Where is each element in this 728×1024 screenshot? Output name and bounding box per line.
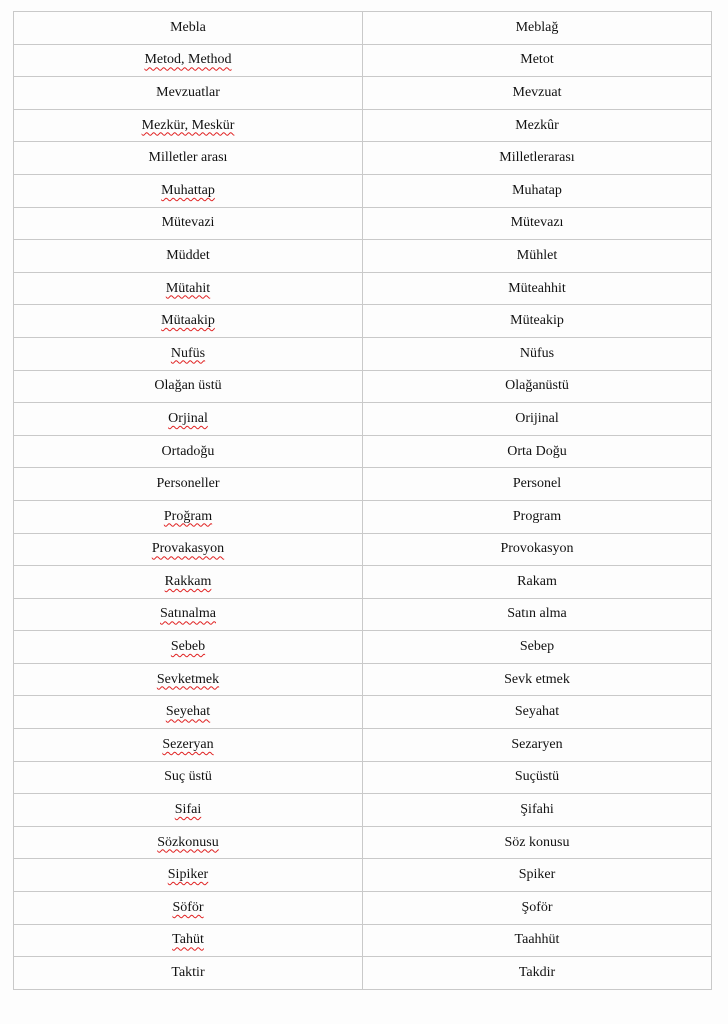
incorrect-word-cell (14, 696, 363, 729)
incorrect-word: Sipiker (167, 867, 209, 883)
correct-word: Sezaryen (511, 736, 563, 752)
table-row (14, 500, 712, 533)
table-row (14, 403, 712, 436)
incorrect-word-cell (14, 468, 363, 501)
table-row (14, 109, 712, 142)
incorrect-word: Söför (172, 899, 204, 915)
table-row (14, 272, 712, 305)
incorrect-word-cell (14, 566, 363, 599)
incorrect-word-cell (14, 44, 363, 77)
correct-word: Orijinal (515, 410, 559, 426)
table-row (14, 435, 712, 468)
incorrect-word: Ortadoğu (161, 443, 215, 459)
correct-word-cell (363, 109, 712, 142)
incorrect-word: Provakasyon (151, 541, 225, 557)
correct-word: Nüfus (519, 345, 555, 361)
incorrect-word: Mütahit (165, 280, 211, 296)
table-row (14, 533, 712, 566)
correct-word: Sevk etmek (504, 671, 570, 687)
incorrect-word-cell (14, 500, 363, 533)
incorrect-word: Olağan üstü (154, 378, 222, 394)
incorrect-word-cell (14, 337, 363, 370)
incorrect-word: Orjinal (168, 410, 208, 426)
correct-word-cell (363, 663, 712, 696)
word-correction-table (13, 11, 712, 990)
incorrect-word-cell (14, 892, 363, 925)
correct-word: Söz konusu (504, 834, 570, 850)
incorrect-word: Proğram (163, 508, 213, 524)
incorrect-word-cell (14, 12, 363, 45)
incorrect-word: Taktir (171, 965, 205, 981)
incorrect-word-cell (14, 533, 363, 566)
correct-word: Müteahhit (508, 280, 566, 296)
incorrect-word-cell (14, 207, 363, 240)
correct-word: Spiker (518, 867, 556, 883)
incorrect-word-cell (14, 109, 363, 142)
incorrect-word-cell (14, 240, 363, 273)
incorrect-word: Mütevazi (161, 215, 215, 231)
incorrect-word-cell (14, 631, 363, 664)
incorrect-word-cell (14, 761, 363, 794)
table-row (14, 337, 712, 370)
table-row (14, 174, 712, 207)
incorrect-word-cell (14, 957, 363, 990)
incorrect-word: Nufüs (170, 345, 206, 361)
correct-word-cell (363, 207, 712, 240)
correct-word: Personel (512, 476, 562, 492)
incorrect-word: Milletler arası (148, 150, 228, 166)
incorrect-word-cell (14, 370, 363, 403)
correct-word-cell (363, 142, 712, 175)
incorrect-word: Seyehat (165, 704, 211, 720)
incorrect-word: Personeller (156, 476, 220, 492)
correct-word: Suçüstü (514, 769, 560, 785)
incorrect-word: Tahüt (172, 932, 204, 948)
correct-word: Şifahi (520, 802, 554, 818)
table-row (14, 826, 712, 859)
correct-word: Mezkûr (515, 117, 559, 133)
correct-word: Rakam (517, 573, 557, 589)
incorrect-word-cell (14, 598, 363, 631)
table-row (14, 924, 712, 957)
correct-word-cell (363, 598, 712, 631)
correct-word-cell (363, 370, 712, 403)
correct-word-cell (363, 12, 712, 45)
incorrect-word-cell (14, 272, 363, 305)
correct-word: Mütevazı (510, 215, 564, 231)
table-body (14, 12, 712, 990)
table-row (14, 794, 712, 827)
correct-word: Şoför (521, 899, 553, 915)
incorrect-word-cell (14, 435, 363, 468)
correct-word-cell (363, 859, 712, 892)
correct-word: Metot (520, 52, 554, 68)
incorrect-word: Sevketmek (156, 671, 220, 687)
correct-word-cell (363, 272, 712, 305)
table-row (14, 729, 712, 762)
table-row (14, 892, 712, 925)
incorrect-word: Rakkam (164, 573, 212, 589)
correct-word: Orta Doğu (507, 443, 567, 459)
incorrect-word: Mebla (170, 19, 206, 35)
correct-word-cell (363, 435, 712, 468)
table-row (14, 761, 712, 794)
correct-word-cell (363, 696, 712, 729)
incorrect-word: Mezkür, Meskür (141, 117, 235, 133)
correct-word-cell (363, 240, 712, 273)
correct-word: Taahhüt (514, 932, 560, 948)
table-row (14, 468, 712, 501)
correct-word-cell (363, 924, 712, 957)
table-row (14, 859, 712, 892)
correct-word-cell (363, 957, 712, 990)
correct-word: Takdir (518, 965, 556, 981)
incorrect-word-cell (14, 142, 363, 175)
table-row (14, 631, 712, 664)
correct-word: Muhatap (512, 182, 562, 198)
table-row (14, 566, 712, 599)
correct-word: Program (512, 508, 562, 524)
correct-word-cell (363, 337, 712, 370)
table-row (14, 305, 712, 338)
incorrect-word: Müddet (166, 247, 210, 263)
correct-word: Olağanüstü (505, 378, 569, 394)
table-row (14, 663, 712, 696)
correct-word: Milletlerarası (499, 150, 575, 166)
correct-word-cell (363, 468, 712, 501)
table-row (14, 598, 712, 631)
incorrect-word: Sezeryan (162, 736, 214, 752)
incorrect-word: Sifai (174, 802, 202, 818)
table-row (14, 44, 712, 77)
incorrect-word: Satınalma (160, 606, 216, 622)
table-row (14, 12, 712, 45)
correct-word-cell (363, 500, 712, 533)
incorrect-word: Metod, Method (144, 52, 232, 68)
correct-word: Sebep (519, 639, 555, 655)
incorrect-word-cell (14, 924, 363, 957)
incorrect-word-cell (14, 794, 363, 827)
correct-word-cell (363, 566, 712, 599)
incorrect-word-cell (14, 859, 363, 892)
incorrect-word-cell (14, 663, 363, 696)
correct-word: Seyahat (514, 704, 560, 720)
incorrect-word-cell (14, 729, 363, 762)
table-row (14, 240, 712, 273)
correct-word-cell (363, 533, 712, 566)
incorrect-word: Suç üstü (164, 769, 212, 785)
correct-word: Satın alma (507, 606, 567, 622)
correct-word-cell (363, 761, 712, 794)
correct-word-cell (363, 826, 712, 859)
table-row (14, 370, 712, 403)
incorrect-word: Sözkonusu (157, 834, 219, 850)
correct-word: Mühlet (516, 247, 558, 263)
incorrect-word: Mevzuatlar (156, 84, 220, 100)
incorrect-word-cell (14, 826, 363, 859)
correct-word-cell (363, 729, 712, 762)
correct-word-cell (363, 403, 712, 436)
correct-word: Müteakip (510, 313, 564, 329)
correct-word-cell (363, 631, 712, 664)
incorrect-word: Muhattap (161, 182, 215, 198)
correct-word-cell (363, 174, 712, 207)
incorrect-word-cell (14, 77, 363, 110)
table-row (14, 957, 712, 990)
incorrect-word: Mütaakip (161, 313, 215, 329)
table-row (14, 207, 712, 240)
incorrect-word-cell (14, 403, 363, 436)
incorrect-word-cell (14, 174, 363, 207)
correct-word-cell (363, 305, 712, 338)
correct-word-cell (363, 794, 712, 827)
incorrect-word-cell (14, 305, 363, 338)
table-row (14, 142, 712, 175)
table-row (14, 696, 712, 729)
correct-word: Mevzuat (512, 84, 562, 100)
table-row (14, 77, 712, 110)
correct-word-cell (363, 77, 712, 110)
correct-word-cell (363, 44, 712, 77)
correct-word: Meblağ (515, 19, 559, 35)
correct-word: Provokasyon (500, 541, 574, 557)
correct-word-cell (363, 892, 712, 925)
incorrect-word: Sebeb (170, 639, 206, 655)
